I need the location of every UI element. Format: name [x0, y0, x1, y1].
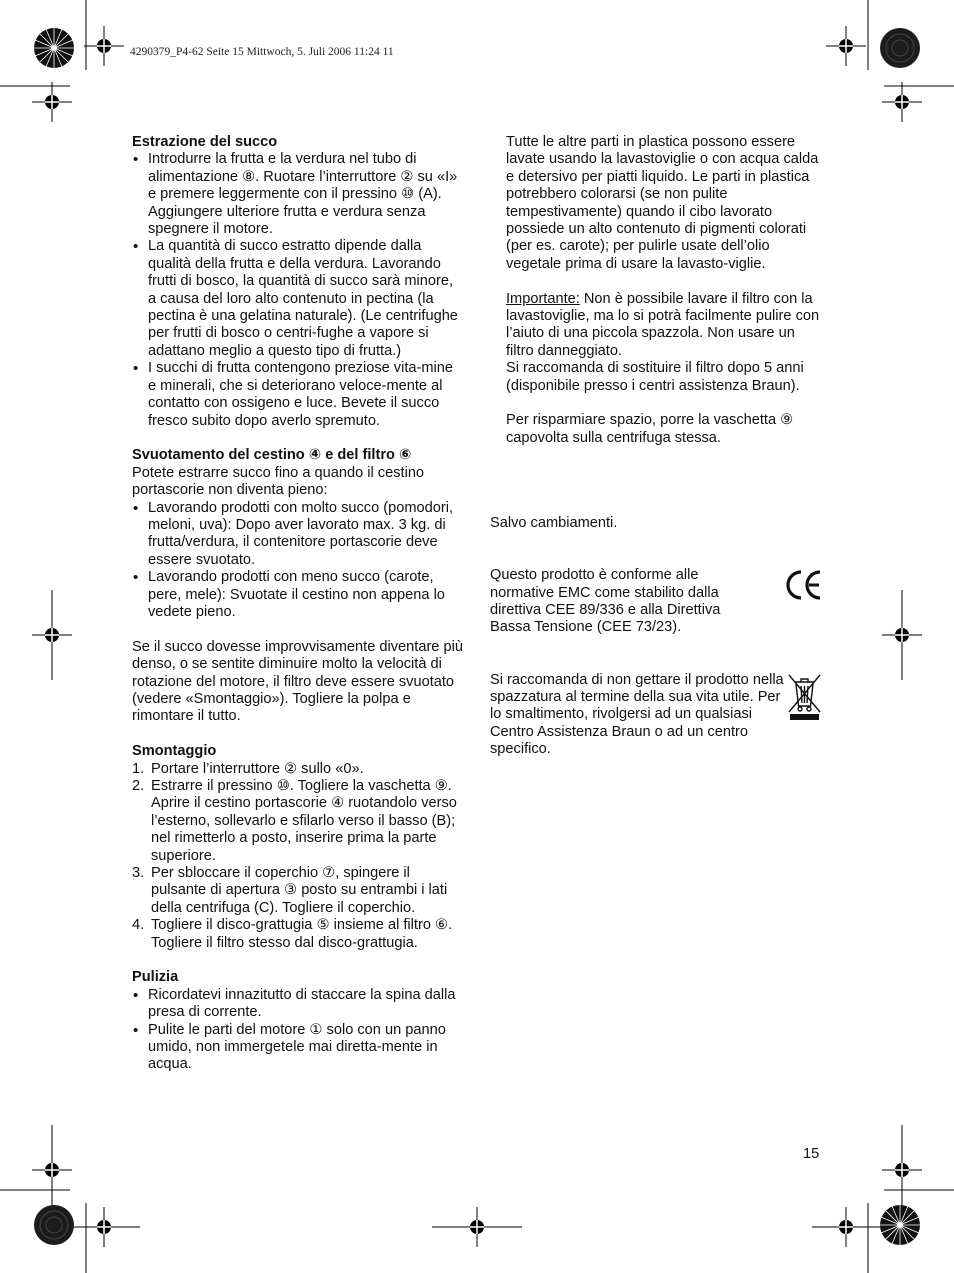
section-heading-disassembly: Smontaggio — [132, 743, 217, 760]
step-text: Togliere il disco-grattugia ⑤ insieme al filtro ⑥. Togliere il filtro stesso dal disco-grattugia. — [151, 917, 453, 951]
ce-mark-icon — [785, 568, 823, 602]
crossed-out-bin-icon — [786, 672, 822, 722]
section-heading-cleaning: Pulizia — [132, 969, 179, 986]
important-paragraph — [506, 291, 822, 361]
subject-to-change: Salvo cambiamenti. — [490, 515, 618, 531]
dot-mark-top-right — [878, 26, 922, 70]
emptying-list — [132, 500, 464, 622]
list-item: • Pulite le parti del motore ① solo con un panno umido, non immergetele mai diretta-mente in acqua. — [132, 1022, 464, 1074]
step-text: Estrarre il pressino ⑩. Togliere la vaschetta ⑨. Aprire il cestino portascorie ④ ruotandolo verso l’esterno, sollevarlo e sfilarlo verso il basso (B); nel rimetterlo a posto, inserire prima la parte superiore. — [151, 777, 457, 864]
registration-target-right-mid — [882, 590, 922, 680]
starburst-mark-bottom-right — [878, 1203, 922, 1247]
section-heading-extraction: Estrazione del succo — [132, 134, 278, 150]
step-number: 4. — [132, 917, 145, 934]
filter-replacement-paragraph: Si raccomanda di sostituire il filtro dopo 5 anni (disponibile presso i centri assistenza Braun). — [506, 360, 804, 394]
cleaning-list — [132, 987, 464, 1074]
plastic-parts-paragraph: Tutte le altre parti in plastica possono essere lavate usando la lavastoviglie o con acqua calda e detersivo per piatti liquido. Le parti in plastica potrebbero colorarsi (se non pulite tempestivamente) quando il cibo lavorato possiede un alto contenuto di pigmenti colorati (per es. carote); per pulirle usate dell’olio vegetale prima di usare la lavasto-viglie. — [506, 134, 819, 272]
step-item — [132, 778, 464, 865]
step-item — [132, 761, 464, 778]
step-item — [132, 917, 464, 952]
registration-target-right-top — [882, 82, 922, 122]
step-text: Per sbloccare il coperchio ⑦, spingere il pulsante di apertura ③ posto su entrambi i lati della centrifuga (C). Togliere il coperchio. — [151, 865, 448, 916]
list-item: • Lavorando prodotti con meno succo (carote, pere, mele): Svuotate il cestino non appena lo vedete pieno. — [132, 569, 464, 621]
registration-target-bottom-right — [812, 1207, 882, 1247]
list-item: • La quantità di succo estratto dipende dalla qualità della frutta e della verdura. Lavorando frutti di bosco, la quantità di succo sarà minore, a causa del loro alto contenuto in pectina (la pectina è una gelatina naturale). (Le centrifughe per frutti di bosco o centri-fughe a vapore si adattano meglio a questo tipo di frutta.) — [132, 238, 464, 360]
important-label: Importante: — [506, 290, 580, 307]
step-text: Portare l’interruttore ② sullo «0». — [151, 760, 364, 777]
dot-mark-bottom-left — [32, 1203, 76, 1247]
storage-paragraph: Per risparmiare spazio, porre la vaschetta ⑨ capovolta sulla centrifuga stessa. — [506, 412, 794, 446]
list-item: • Introdurre la frutta e la verdura nel tubo di alimentazione ⑧. Ruotare l’interruttore ② su «I» e premere leggermente con il pressino ⑩ (A). Aggiungere ulteriore frutta e verdura senza spegnere il motore. — [132, 151, 464, 238]
list-item: • Ricordatevi innazitutto di staccare la spina dalla presa di corrente. — [132, 987, 464, 1022]
step-number: 3. — [132, 865, 145, 882]
registration-target-left-top — [32, 82, 72, 122]
starburst-mark-top-left — [32, 26, 76, 70]
registration-target-bottom-center — [432, 1207, 522, 1247]
registration-target-bottom-left — [70, 1207, 140, 1247]
right-column-legal — [490, 515, 790, 759]
left-column — [132, 134, 464, 1074]
section-heading-emptying: Svuotamento del cestino ④ e del filtro ⑥ — [132, 447, 412, 464]
registration-target-top-right — [826, 26, 866, 66]
step-number: 1. — [132, 760, 145, 777]
registration-target-left-bottom — [32, 1125, 72, 1215]
step-item — [132, 865, 464, 917]
conformity-paragraph: Questo prodotto è conforme alle normative EMC come stabilito dalla direttiva CEE 89/336 e alla Direttiva Bassa Tensione (CEE 73/23). — [490, 567, 721, 636]
page-number: 15 — [803, 1146, 820, 1162]
registration-target-top-left — [84, 26, 124, 66]
list-item: • Lavorando prodotti con molto succo (pomodori, meloni, uva): Dopo aver lavorato max. 3 kg. di frutta/verdura, il contenitore portascorie deve essere svuotato. — [132, 500, 464, 570]
disposal-paragraph: Si raccomanda di non gettare il prodotto nella spazzatura al termine della sua vita utile. Per lo smaltimento, rivolgersi ad un qualsiasi Centro Assistenza Braun o ad un centro specifico. — [490, 671, 784, 758]
disassembly-steps — [132, 761, 464, 952]
registration-target-right-bottom — [882, 1125, 922, 1215]
right-column-cleaning — [506, 134, 822, 447]
registration-target-left-mid — [32, 590, 72, 680]
list-item: • I succhi di frutta contengono preziose vita-mine e minerali, che si deteriorano veloce-mente al contatto con ossigeno e luce. Bevete il succo fresco subito dopo averlo spremuto. — [132, 360, 464, 430]
important-text: Non è possibile lavare il filtro con la lavastoviglie, ma lo si potrà facilmente pulire con l’aiuto di una piccola spazzola. Non usare un filtro danneggiato. — [506, 290, 820, 359]
printer-slug: 4290379_P4-62 Seite 15 Mittwoch, 5. Juli 2006 11:24 11 — [130, 46, 394, 58]
emptying-note: Se il succo dovesse improvvisamente diventare più denso, o se sentite diminuire molto la velocità di rotazione del motore, il filtro deve essere svuotato (vedere «Smontaggio»). Togliere la polpa e rimontare il tutto. — [132, 638, 463, 725]
extraction-list — [132, 151, 464, 430]
step-number: 2. — [132, 777, 145, 794]
emptying-intro: Potete estrarre succo fino a quando il cestino portascorie non diventa pieno: — [132, 464, 425, 499]
